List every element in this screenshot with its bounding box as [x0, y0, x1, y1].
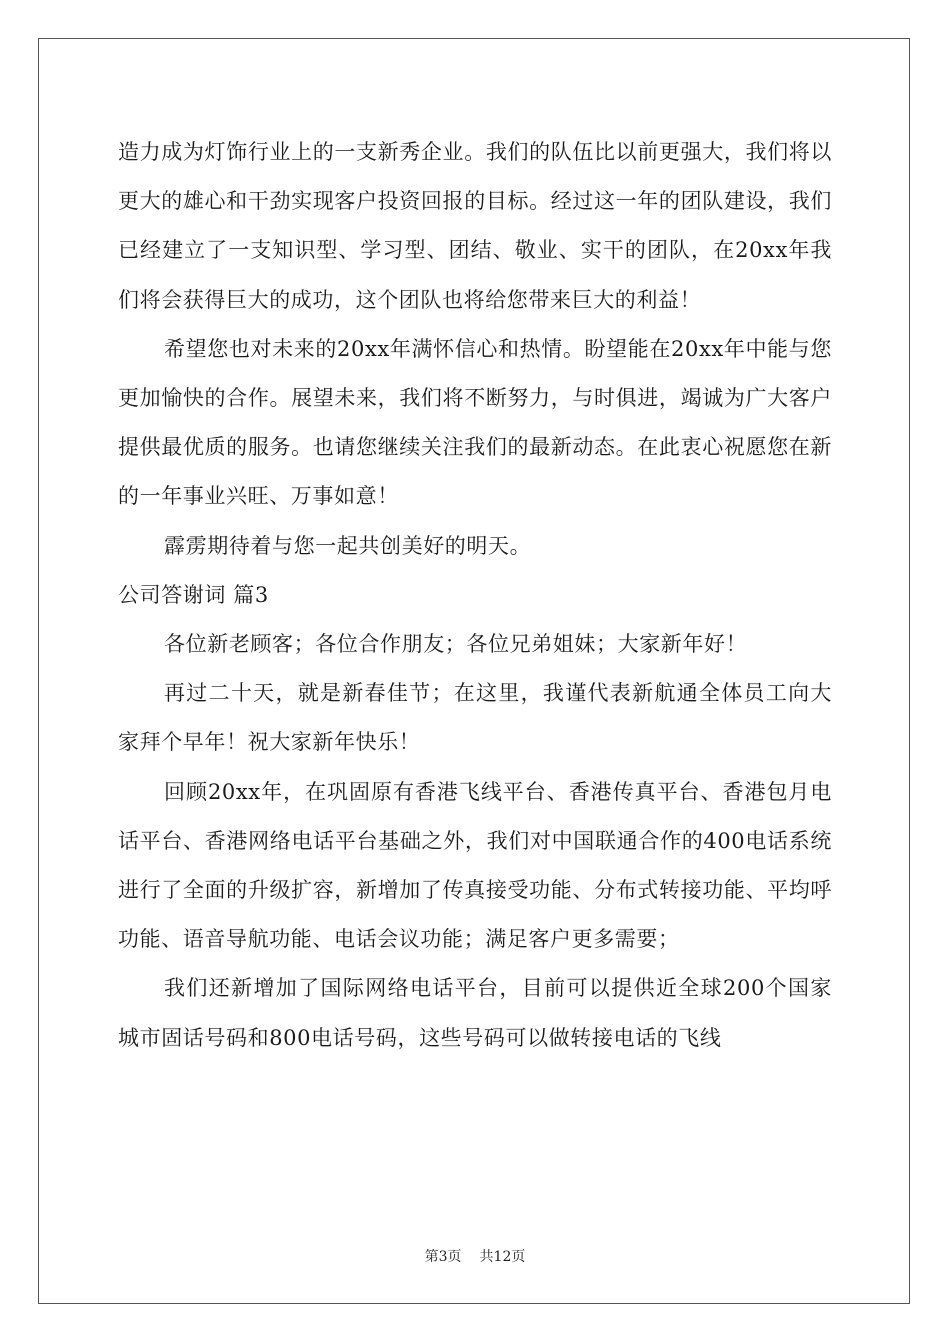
paragraph: 我们还新增加了国际网络电话平台，目前可以提供近全球200个国家城市固话号码和800电话号码，这些号码可以做转接电话的飞线: [118, 976, 832, 1050]
section-heading: 公司答谢词 篇3: [118, 582, 269, 607]
paragraph: 各位新老顾客；各位合作朋友；各位兄弟姐妹；大家新年好！: [164, 632, 748, 657]
page-total: 共12页: [479, 1249, 526, 1265]
paragraph: 希望您也对未来的20xx年满怀信心和热情。盼望能在20xx年中能与您更加愉快的合作。展望未来，我们将不断努力，与时俱进，竭诚为广大客户提供最优质的服务。也请您继续关注我们的最新动态。在此衷心祝愿您在新的一年事业兴旺、万事如意！: [118, 336, 832, 509]
paragraph: 再过二十天，就是新春佳节；在这里，我谨代表新航通全体员工向大家拜个早年！祝大家新年快乐！: [118, 681, 832, 755]
document-body: [118, 128, 832, 1063]
page-footer: [0, 1246, 950, 1266]
page-number: 第3页: [424, 1249, 462, 1265]
paragraph: 造力成为灯饰行业上的一支新秀企业。我们的队伍比以前更强大，我们将以更大的雄心和干劲实现客户投资回报的目标。经过这一年的团队建设，我们已经建立了一支知识型、学习型、团结、敬业、实干的团队，在20xx年我们将会获得巨大的成功，这个团队也将给您带来巨大的利益！: [118, 140, 832, 312]
paragraph: 霹雳期待着与您一起共创美好的明天。: [164, 533, 532, 558]
paragraph: 回顾20xx年，在巩固原有香港飞线平台、香港传真平台、香港包月电话平台、香港网络电话平台基础之外，我们对中国联通合作的400电话系统进行了全面的升级扩容，新增加了传真接受功能、分布式转接功能、平均呼功能、语音导航功能、电话会议功能；满足客户更多需要；: [118, 779, 832, 952]
